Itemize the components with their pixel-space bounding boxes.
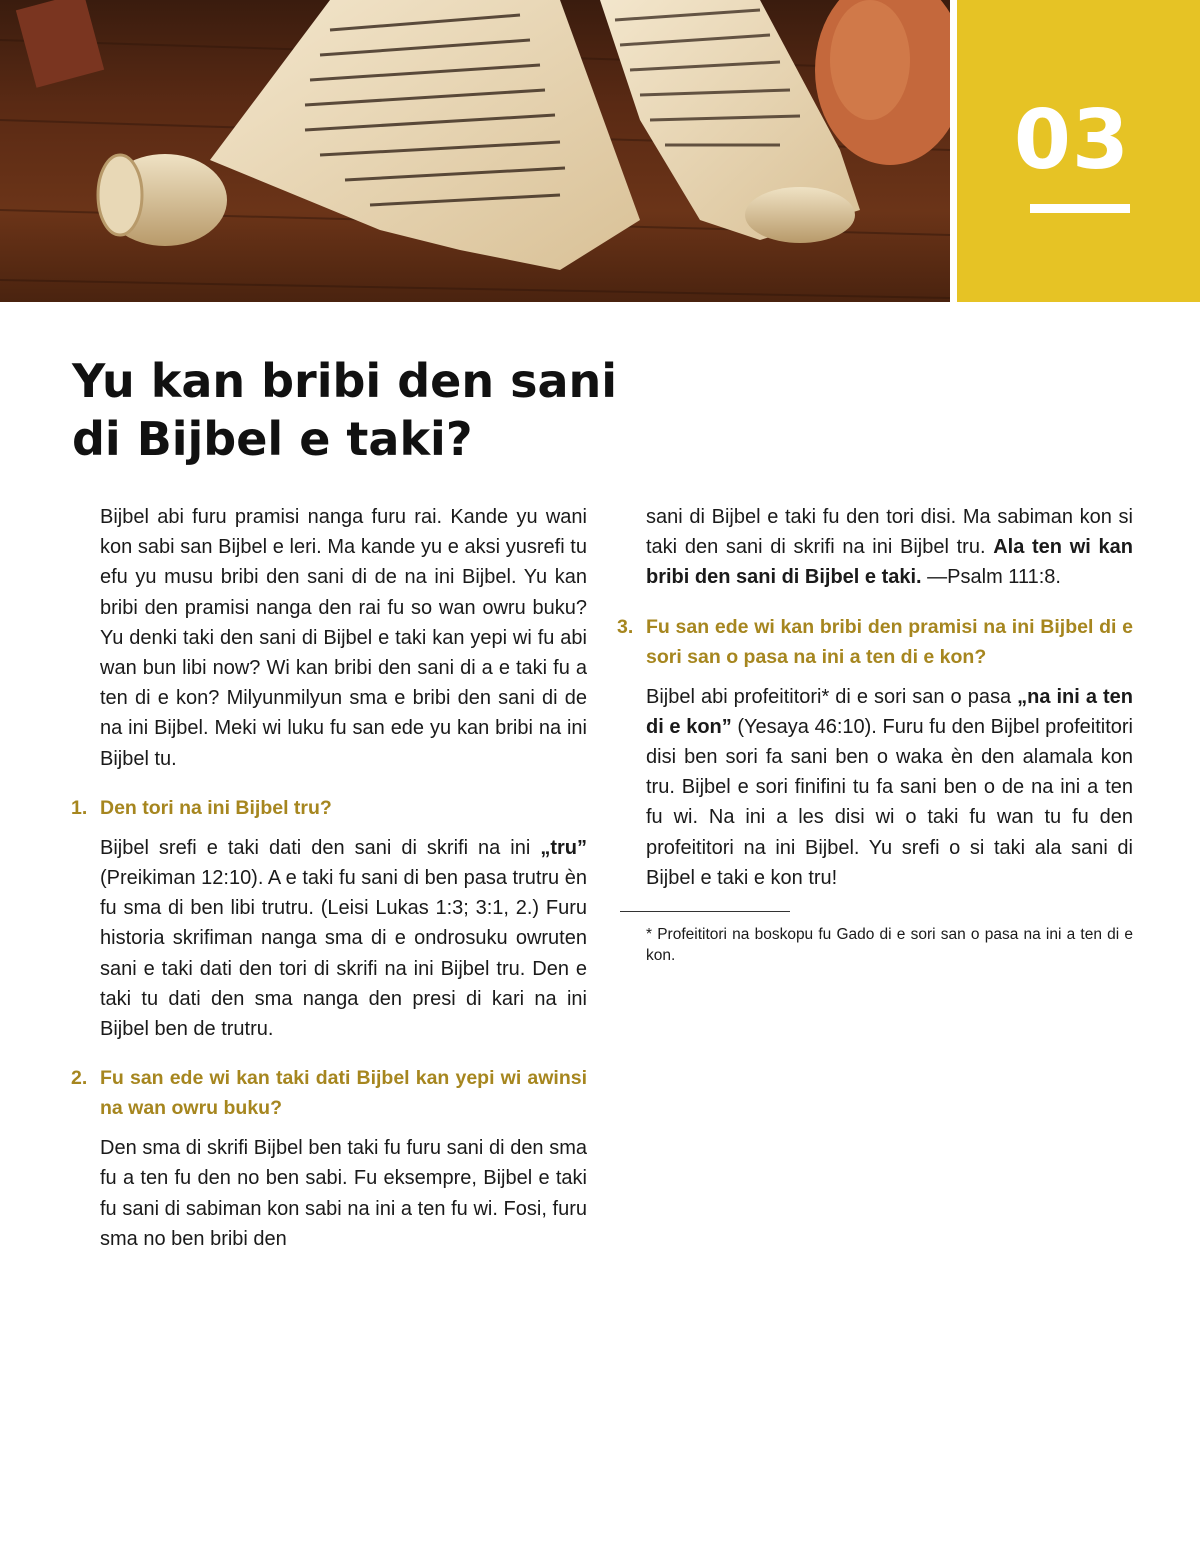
question-2 xyxy=(71,1063,587,1123)
question-3-number: 3. xyxy=(617,615,634,638)
footnote: * Profeititori na boskopu fu Gado di e sori san o pasa na ini a ten di e kon. xyxy=(646,926,1133,965)
chapter-number: 03 xyxy=(1013,93,1130,188)
question-1-number: 1. xyxy=(71,796,88,819)
left-column xyxy=(71,502,587,1254)
answer-3-text: Bijbel abi profeititori* di e sori san o pasa xyxy=(646,685,1018,708)
answer-2-emphasis: Ala ten wi kan bribi den sani di Bijbel e taki. xyxy=(646,536,1133,589)
chapter-badge xyxy=(957,0,1200,302)
question-1-text: Den tori na ini Bijbel tru? xyxy=(100,796,332,819)
answer-2-continued xyxy=(646,502,1133,593)
answer-3-paragraph xyxy=(646,682,1133,893)
answer-1-paragraph xyxy=(100,833,587,1044)
chapter-underline xyxy=(1030,204,1130,213)
question-3 xyxy=(617,612,1133,672)
answer-3-text-rest: (Yesaya 46:10). Furu fu den Bijbel profeititori disi ben sori fa sani ben o waka èn den alamala kon tru. Bijbel e sori finifini tu fa sani ben o de na ini a ten fu wi. Na ini a les disi wi o taki fu wan tu fu den profeititori na ini Bijbel. Yu srefi o si taki ala sani di Bijbel e taki e kon tru! xyxy=(646,715,1133,889)
answer-2-paragraph: Den sma di skrifi Bijbel ben taki fu furu sani di den sma fu a ten fu den no ben sabi. Fu eksempre, Bijbel e taki fu sani di sabiman kon sabi na ini a ten fu wi. Fosi, furu sma no ben bribi den xyxy=(100,1137,587,1250)
answer-3-emphasis: „na ini a ten di e kon” xyxy=(646,685,1133,738)
answer-1-text: Bijbel srefi e taki dati den sani di skrifi na ini xyxy=(100,836,541,859)
question-3-text: Fu san ede wi kan bribi den pramisi na ini Bijbel di e sori san o pasa na ini a ten di e kon? xyxy=(646,615,1133,668)
right-column xyxy=(617,502,1133,966)
question-1 xyxy=(71,793,587,823)
answer-2-continued-text: sani di Bijbel e taki fu den tori disi. Ma sabiman kon si taki den sani di skrifi na ini Bijbel tru. xyxy=(646,506,1133,559)
intro-paragraph: Bijbel abi furu pramisi nanga furu rai. Kande yu wani kon sabi san Bijbel e leri. Ma kande yu e aksi yusrefi tu efu yu musu bribi den sani di de na ini Bijbel. Yu kan bribi den pramisi nanga den rai fu so wan owru buku? Yu denki taki den sani di Bijbel e taki kan yepi wi fu abi wan bun libi now? Wi kan bribi den sani di a e taki fu a ten di e kon? Milyunmilyun sma e bribi den sani di de na ini Bijbel. Meki wi luku fu san ede yu kan bribi na ini Bijbel tu. xyxy=(100,506,587,770)
question-2-text: Fu san ede wi kan taki dati Bijbel kan yepi wi awinsi na wan owru buku? xyxy=(100,1067,587,1120)
scroll-illustration xyxy=(0,0,950,302)
question-2-number: 2. xyxy=(71,1067,88,1090)
answer-2-citation: —Psalm 111:8. xyxy=(921,566,1061,589)
page-title: Yu kan bribi den sani di Bijbel e taki? xyxy=(72,354,618,466)
answer-1-emphasis: „tru” xyxy=(540,836,587,859)
answer-1-text-rest: (Preikiman 12:10). A e taki fu sani di ben pasa trutru èn fu sma di ben libi trutru. (Leisi Lukas 1:3; 3:1, 2.) Furu historia skrifiman nanga sma di e ondrosuku owruten sani e taki dati den tori di skrifi na ini Bijbel tru. Den e taki tu dati den sma nanga den presi di kari na ini Bijbel ben de trutru. xyxy=(100,867,587,1041)
hero-image-scrolls xyxy=(0,0,950,302)
